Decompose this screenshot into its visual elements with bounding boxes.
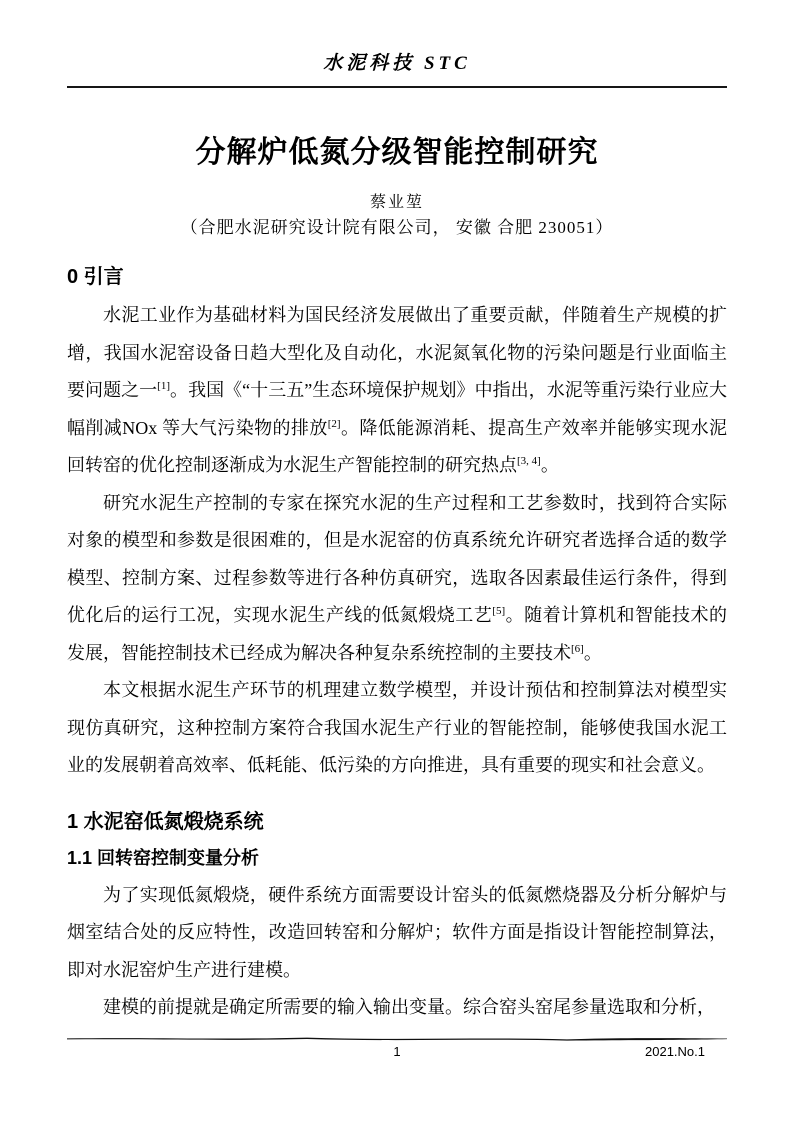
page-content [67, 0, 727, 1027]
paragraph-intro-2: 研究水泥生产控制的专家在探究水泥的生产过程和工艺参数时，找到符合实际对象的模型和参数是很困难的，但是水泥窑的仿真系统允许研究者选择合适的数学模型、控制方案、过程参数等进行各种仿真研究，选取各因素最佳运行条件，得到优化后的运行工况，实现水泥生产线的低氮煅烧工艺[5]。随着计算机和智能技术的发展，智能控制技术已经成为解决各种复杂系统控制的主要技术[6]。 [67, 492, 728, 663]
page-footer [67, 1036, 727, 1062]
paragraph-section1-1: 为了实现低氮煅烧，硬件系统方面需要设计窑头的低氮燃烧器及分析分解炉与烟室结合处的反应特性，改造回转窑和分解炉；软件方面是指设计智能控制算法，即对水泥窑炉生产进行建模。 [67, 884, 727, 980]
section-heading-introduction: 0 引言 [67, 266, 124, 288]
article-author: 蔡业堃 [369, 194, 424, 211]
paragraph-intro-1: 水泥工业作为基础材料为国民经济发展做出了重要贡献，伴随着生产规模的扩增，我国水泥窑设备日趋大型化及自动化，水泥氮氧化物的污染问题是行业面临主要问题之一[1]。我国《“十三五”生态环境保护规划》中指出，水泥等重污染行业应大幅削减NOx 等大气污染物的排放[2]。降低能源消耗、提高生产效率并能够实现水泥回转窑的优化控制逐渐成为水泥生产智能控制的研究热点[3, 4]。 [67, 305, 728, 475]
footer-row [67, 1044, 727, 1062]
footer-issue-label: 2021.No.1 [645, 1044, 705, 1059]
article-affiliation: （合肥水泥研究设计院有限公司， 安徽 合肥 230051） [180, 218, 614, 237]
subsection-heading-kiln-control-variables: 1.1 回转窑控制变量分析 [67, 847, 260, 868]
header-rule [67, 86, 727, 88]
section-heading-low-nox-system: 1 水泥窑低氮煅烧系统 [67, 810, 264, 833]
article-title: 分解炉低氮分级智能控制研究 [195, 136, 599, 169]
paragraph-section1-2: 建模的前提就是确定所需要的输入输出变量。综合窑头窑尾参量选取和分析， [103, 997, 715, 1017]
journal-running-head: 水泥科技 STC [323, 53, 471, 74]
paragraph-intro-3: 本文根据水泥生产环节的机理建立数学模型，并设计预估和控制算法对模型实现仿真研究，这种控制方案符合我国水泥生产行业的智能控制，能够使我国水泥工业的发展朝着高效率、低耗能、低污染的方向推进，具有重要的现实和社会意义。 [67, 680, 727, 775]
footer-decorative-rule [67, 1036, 727, 1042]
footer-page-number: 1 [393, 1044, 401, 1059]
